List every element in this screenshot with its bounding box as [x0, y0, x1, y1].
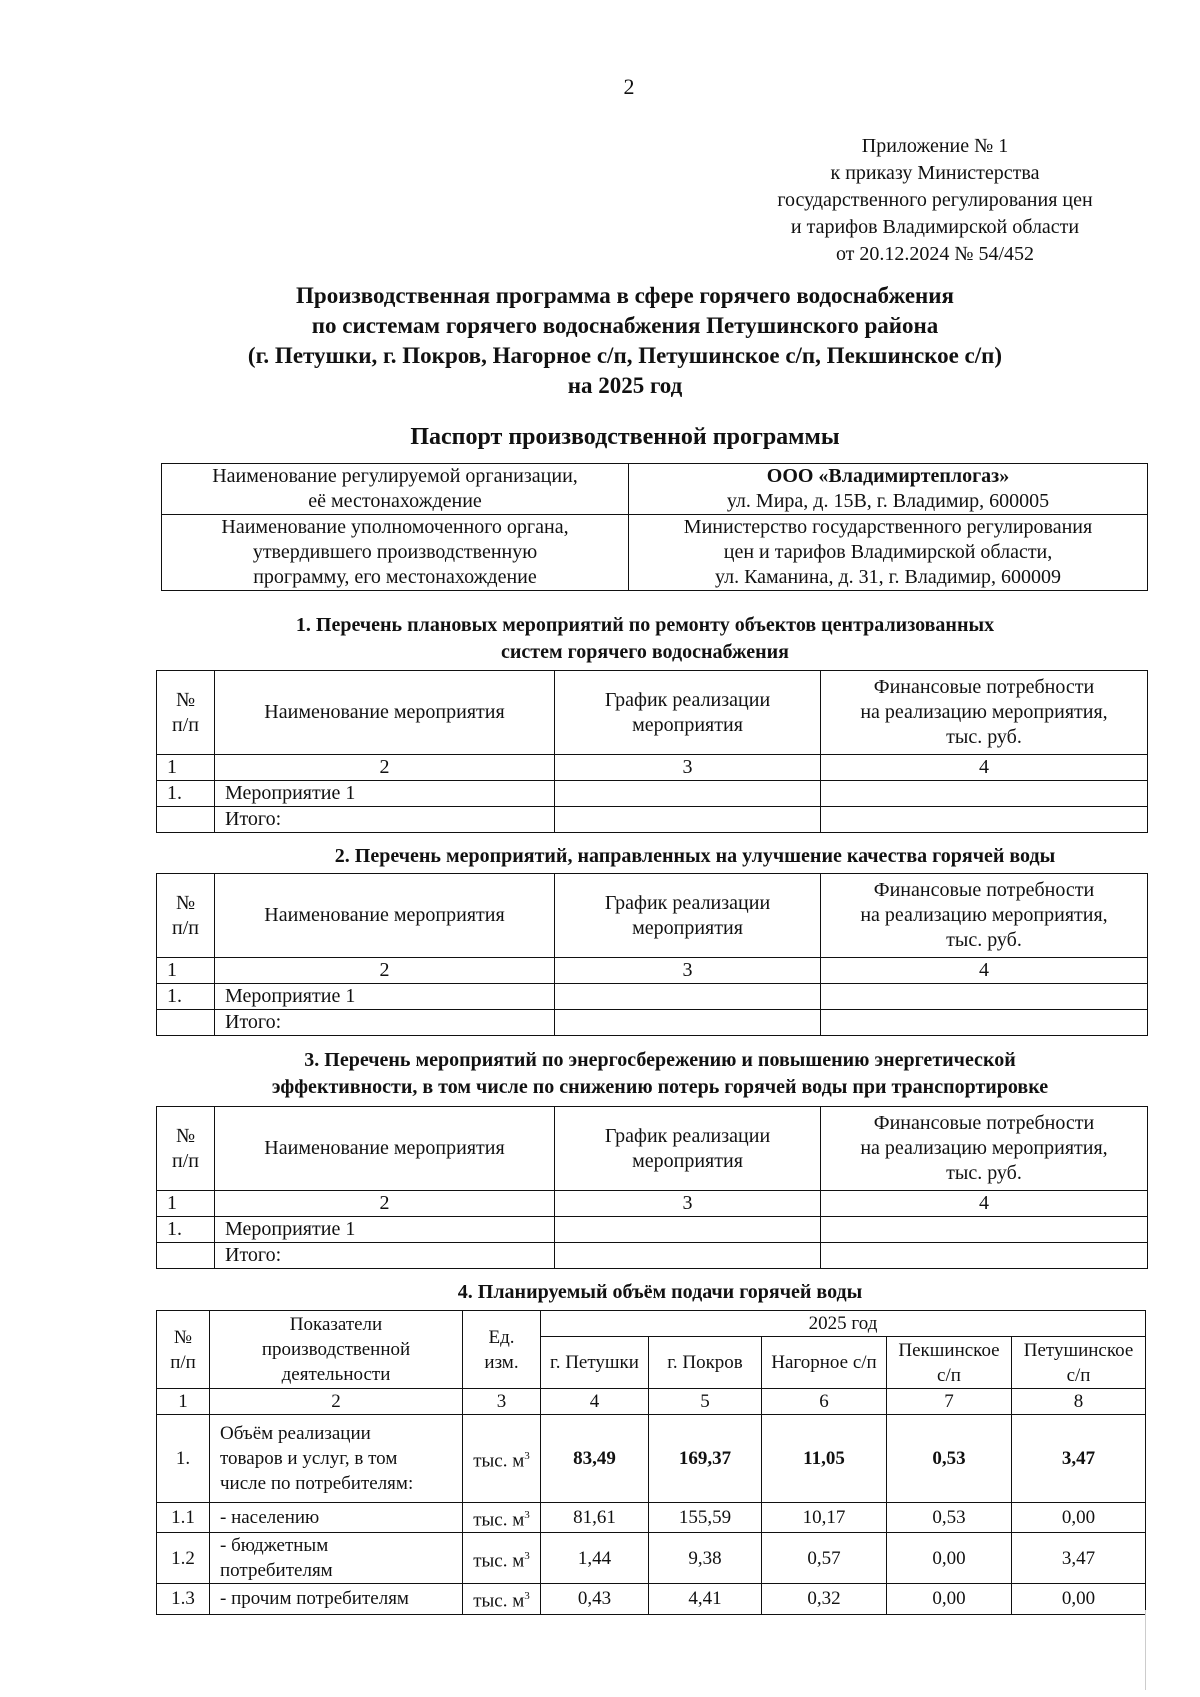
unit-cell: тыс. $м^3$	[463, 1415, 541, 1503]
table-cell: 169,37	[649, 1415, 762, 1503]
table-cell	[555, 781, 821, 807]
table-cell: 2	[215, 958, 555, 984]
table-cell: 1	[157, 755, 215, 781]
col-header: № п/п	[157, 671, 215, 755]
table-header	[157, 1107, 1148, 1191]
table-row	[157, 958, 1148, 984]
table-cell: 4	[821, 958, 1148, 984]
table-cell: 0,00	[1012, 1503, 1146, 1533]
page-number: 2	[623, 74, 635, 99]
table-cell	[821, 1243, 1148, 1269]
col-header: Финансовые потребности на реализацию мероприятия, тыс. руб.	[821, 1107, 1148, 1191]
section-4-table	[156, 1310, 1146, 1615]
table-cell: Объём реализации товаров и услуг, в том числе по потребителям:	[210, 1415, 463, 1503]
table-cell: - бюджетным потребителям	[210, 1533, 463, 1584]
document-title	[0, 281, 1200, 401]
title-line: (г. Петушки, г. Покров, Нагорное с/п, Петушинское с/п, Пекшинское с/п)	[247, 343, 1003, 368]
table-cell: - населению	[210, 1503, 463, 1533]
table-row	[157, 984, 1148, 1010]
unit-cell: тыс. $м^3$	[463, 1533, 541, 1584]
table-cell	[555, 1217, 821, 1243]
passport-table	[161, 463, 1148, 591]
table-cell: 155,59	[649, 1503, 762, 1533]
col-header: г. Петушки	[541, 1337, 649, 1389]
appendix-line: Приложение № 1	[861, 135, 1009, 157]
table-cell: - прочим потребителям	[210, 1584, 463, 1614]
section-1-heading: 1. Перечень плановых мероприятий по ремонту объектов централизованных систем горячего водоснабжения	[295, 614, 995, 663]
table-cell: Итого:	[215, 807, 555, 833]
table-cell: 0,53	[887, 1503, 1012, 1533]
table-cell: 0,00	[887, 1584, 1012, 1614]
table-cell: 0,57	[762, 1533, 887, 1584]
col-header: Наименование мероприятия	[215, 671, 555, 755]
table-cell: 11,05	[762, 1415, 887, 1503]
table-header	[157, 671, 1148, 755]
table-cell	[821, 781, 1148, 807]
table-cell: 3	[555, 755, 821, 781]
table-header	[157, 1311, 1146, 1337]
col-header: График реализации мероприятия	[555, 671, 821, 755]
table-cell: 3,47	[1012, 1415, 1146, 1503]
table-cell: 8	[1012, 1389, 1146, 1415]
col-header: График реализации мероприятия	[555, 1107, 821, 1191]
unit-cell: тыс. $м^3$	[463, 1584, 541, 1614]
table-cell: 7	[887, 1389, 1012, 1415]
table-row	[157, 1217, 1148, 1243]
table-cell: 0,43	[541, 1584, 649, 1614]
section-2-table	[156, 873, 1148, 1036]
col-header: Пекшинское с/п	[887, 1337, 1012, 1389]
table-row	[157, 755, 1148, 781]
table-cell: 3	[555, 958, 821, 984]
table-cell: 10,17	[762, 1503, 887, 1533]
table-cell	[157, 1243, 215, 1269]
passport-label: Наименование регулируемой организации, её местонахождение	[162, 464, 629, 515]
col-header: Показатели производственной деятельности	[210, 1311, 463, 1389]
appendix-line: государственного регулирования цен	[777, 189, 1093, 211]
passport-value: ООО «Владимиртеплогаз» ул. Мира, д. 15В, г. Владимир, 600005	[629, 464, 1148, 515]
passport-heading: Паспорт производственной программы	[410, 424, 840, 450]
table-row	[157, 781, 1148, 807]
table-cell: 0,53	[887, 1415, 1012, 1503]
table-cell	[157, 1010, 215, 1036]
table-row	[157, 1191, 1148, 1217]
col-header: Наименование мероприятия	[215, 1107, 555, 1191]
table-cell: 4	[821, 1191, 1148, 1217]
col-header: График реализации мероприятия	[555, 874, 821, 958]
table-cell: Итого:	[215, 1010, 555, 1036]
table-cell: 0,00	[887, 1533, 1012, 1584]
table-cell: 6	[762, 1389, 887, 1415]
section-2-heading: 2. Перечень мероприятий, направленных на улучшение качества горячей воды	[334, 845, 1056, 867]
appendix-line: и тарифов Владимирской области	[790, 216, 1080, 238]
table-header	[157, 874, 1148, 958]
table-cell: 0,00	[1012, 1584, 1146, 1614]
table-cell	[821, 1217, 1148, 1243]
table-cell: 1.2	[157, 1533, 210, 1584]
table-row	[157, 807, 1148, 833]
passport-label: Наименование уполномоченного органа, утвердившего производственную программу, его местонахождение	[162, 515, 629, 591]
col-header: Петушинское с/п	[1012, 1337, 1146, 1389]
passport-value: Министерство государственного регулирования цен и тарифов Владимирской области, ул. Каманина, д. 31, г. Владимир, 600009	[629, 515, 1148, 591]
table-cell	[821, 984, 1148, 1010]
appendix-line: от 20.12.2024 № 54/452	[835, 243, 1035, 265]
table-cell: 4	[821, 755, 1148, 781]
table-cell: 1.1	[157, 1503, 210, 1533]
table-cell: 2	[215, 1191, 555, 1217]
table-cell	[821, 807, 1148, 833]
table-cell: 4,41	[649, 1584, 762, 1614]
table-cell: 1.	[157, 1217, 215, 1243]
title-line: по системам горячего водоснабжения Петушинского района	[311, 313, 939, 338]
table-cell: 3	[555, 1191, 821, 1217]
col-header: № п/п	[157, 1311, 210, 1389]
section-1-table	[156, 670, 1148, 833]
table-row	[157, 1584, 1146, 1614]
section-4-heading: 4. Планируемый объём подачи горячей воды	[457, 1281, 863, 1303]
table-cell: Мероприятие 1	[215, 781, 555, 807]
table-row	[162, 464, 1148, 515]
col-header: Наименование мероприятия	[215, 874, 555, 958]
table-row	[157, 1503, 1146, 1533]
col-header: Нагорное с/п	[762, 1337, 887, 1389]
table-cell	[555, 1243, 821, 1269]
table-cell: Мероприятие 1	[215, 1217, 555, 1243]
table-cell: 81,61	[541, 1503, 649, 1533]
table-cell: 2	[210, 1389, 463, 1415]
col-header: Ед. изм.	[463, 1311, 541, 1389]
table-row	[157, 1415, 1146, 1503]
table-cell: 3,47	[1012, 1533, 1146, 1584]
table-cell: 1.	[157, 781, 215, 807]
table-cell	[555, 807, 821, 833]
col-header: Финансовые потребности на реализацию мероприятия, тыс. руб.	[821, 874, 1148, 958]
unit-cell: тыс. $м^3$	[463, 1503, 541, 1533]
table-cell: 9,38	[649, 1533, 762, 1584]
table-cell: Итого:	[215, 1243, 555, 1269]
table-cell	[157, 807, 215, 833]
table-cell: 1.	[157, 984, 215, 1010]
table-row	[162, 515, 1148, 591]
title-line: на 2025 год	[567, 373, 683, 398]
table-cell: 83,49	[541, 1415, 649, 1503]
table-cell	[555, 984, 821, 1010]
table-cell: 1	[157, 1389, 210, 1415]
scan-artifact	[1145, 1610, 1146, 1690]
col-header: Финансовые потребности на реализацию мероприятия, тыс. руб.	[821, 671, 1148, 755]
table-cell: 1.	[157, 1415, 210, 1503]
col-header: № п/п	[157, 1107, 215, 1191]
table-row	[157, 1389, 1146, 1415]
title-line: Производственная программа в сфере горячего водоснабжения	[296, 283, 954, 308]
col-header: г. Покров	[649, 1337, 762, 1389]
table-cell: 1,44	[541, 1533, 649, 1584]
table-cell: 0,32	[762, 1584, 887, 1614]
table-cell: 3	[463, 1389, 541, 1415]
table-cell: 2	[215, 755, 555, 781]
col-header: № п/п	[157, 874, 215, 958]
table-cell	[821, 1010, 1148, 1036]
table-cell: Мероприятие 1	[215, 984, 555, 1010]
table-cell: 1	[157, 958, 215, 984]
section-3-heading: 3. Перечень мероприятий по энергосбережению и повышению энергетической эффективности, в том числе по снижению потерь горячей воды при транспортировке	[271, 1049, 1049, 1098]
table-cell: 5	[649, 1389, 762, 1415]
appendix-block	[735, 133, 1135, 268]
appendix-line: к приказу Министерства	[830, 162, 1040, 184]
section-3-table	[156, 1106, 1148, 1269]
table-row	[157, 1243, 1148, 1269]
table-cell: 1.3	[157, 1584, 210, 1614]
table-cell: 4	[541, 1389, 649, 1415]
table-cell: 1	[157, 1191, 215, 1217]
table-cell	[555, 1010, 821, 1036]
table-row	[157, 1010, 1148, 1036]
table-row	[157, 1533, 1146, 1584]
year-header: 2025 год	[541, 1311, 1146, 1337]
